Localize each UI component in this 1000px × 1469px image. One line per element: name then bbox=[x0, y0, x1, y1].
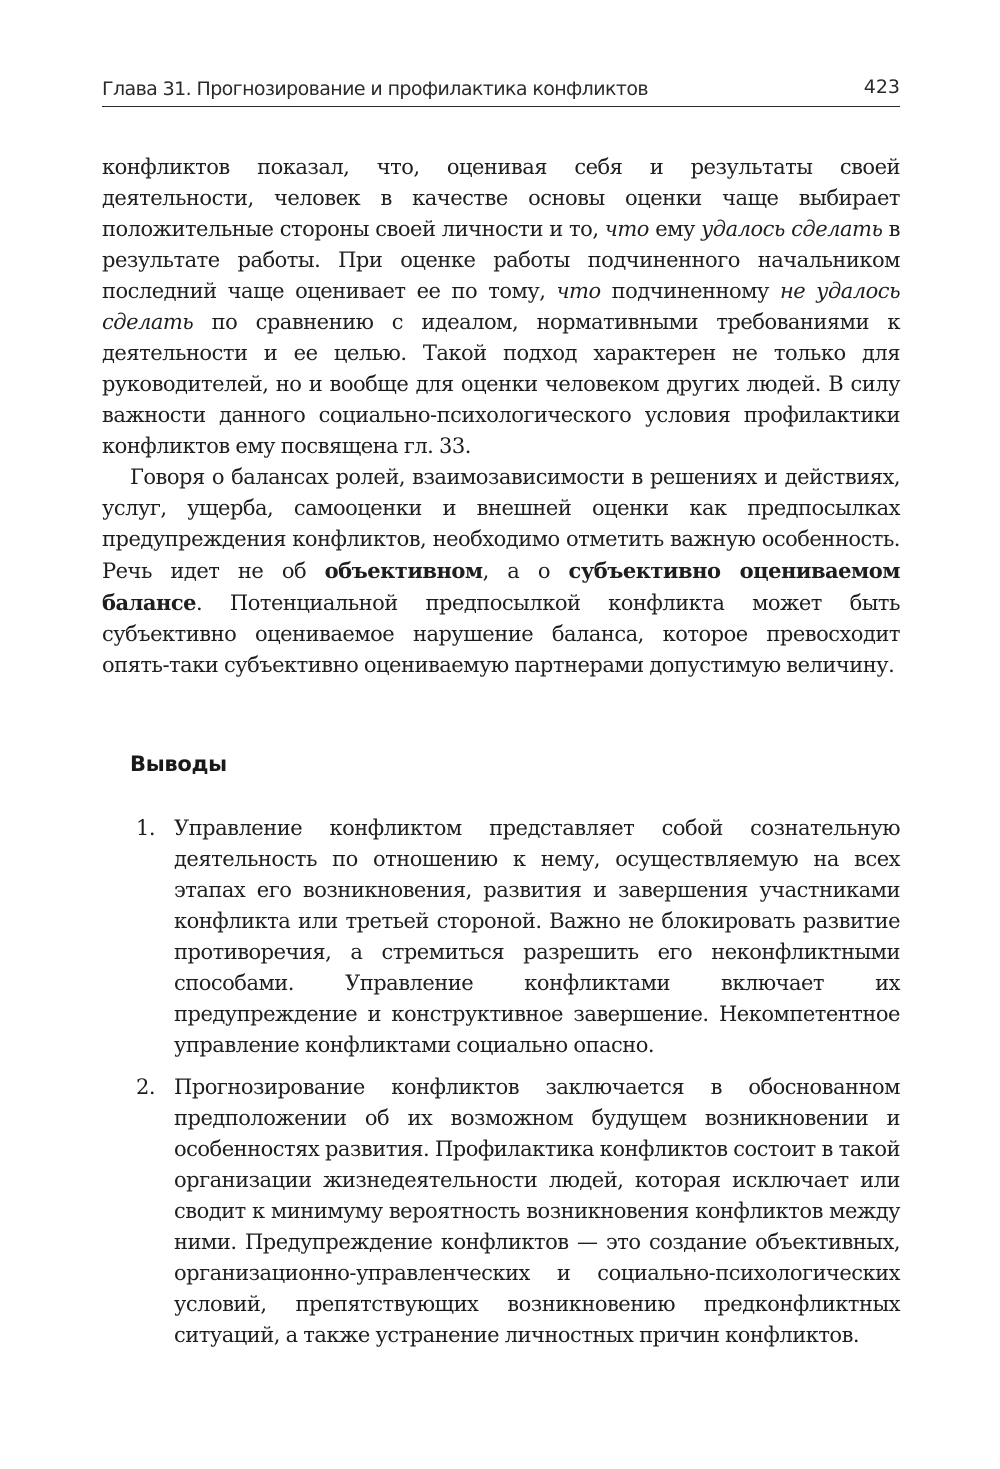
text-run: . Потенциальной предпосылкой конфликта может быть субъективно оцениваемое нарушение баланса, которое превосходит опять-таки субъективно оцениваемую партнерами допустимую величину. bbox=[102, 591, 900, 677]
text-run: по сравнению с идеалом, нормативными требованиями к деятельности и ее целью. Такой подход характерен не только для руководителей, но и вообще для оценки человеком других людей. В силу важности данного социально-психологического условия профилактики конфликтов ему посвящена гл. 33. bbox=[102, 310, 900, 458]
conclusions-list bbox=[102, 813, 900, 1362]
text-run: в результате работы. При оценке работы подчиненного начальником последний чаще оценивает ее по тому, bbox=[102, 217, 900, 303]
chapter-title: Глава 31. Прогнозирование и профилактика конфликтов bbox=[102, 78, 648, 100]
list-item-text: Управление конфликтом представляет собой сознательную деятельность по отношению к нему, осуществляемую на всех этапах его возникновения, развития и завершения участниками конфликта или третьей стороной. Важно не блокировать развитие противоречия, а стремиться разрешить его неконфликтными способами. Управление конфликтами включает их предупреждение и конструктивное завершение. Некомпетентное управление конфликтами социально опасно. bbox=[174, 816, 900, 1057]
paragraph-balance bbox=[102, 462, 900, 681]
text-run: , а о bbox=[482, 559, 569, 583]
italic-emphasis: удалось сделать bbox=[701, 217, 883, 241]
section-heading: Выводы bbox=[130, 752, 227, 776]
main-text bbox=[102, 152, 900, 681]
italic-emphasis: что bbox=[556, 279, 601, 303]
page-number: 423 bbox=[863, 76, 900, 98]
running-header bbox=[102, 76, 900, 107]
list-item bbox=[102, 1072, 900, 1351]
paragraph-continued bbox=[102, 152, 900, 462]
text-run: ему bbox=[648, 217, 702, 241]
list-item-text: Прогнозирование конфликтов заключается в обоснованном предположении об их возможном будущем возникновении и особенностях развития. Профилактика конфликтов состоит в такой организации жизнедеятельности людей, которая исключает или сводит к минимуму вероятность возникновения конфликтов между ними. Предупреждение конфликтов — это создание объективных, организационно-управленческих и социально-психологических условий, препятствующих возникновению предконфликтных ситуаций, а также устранение личностных причин конфликтов. bbox=[174, 1075, 900, 1347]
list-item-number: 1. bbox=[136, 816, 156, 840]
italic-emphasis: что bbox=[604, 217, 649, 241]
italic-emphasis: не удалось сделать bbox=[102, 279, 901, 334]
text-run: подчиненному bbox=[600, 279, 780, 303]
bold-emphasis: объективном bbox=[324, 558, 483, 583]
bold-emphasis: субъективно оцениваемом балансе bbox=[102, 558, 900, 615]
list-item-number: 2. bbox=[136, 1075, 156, 1099]
text-run: конфликтов показал, что, оценивая себя и результаты своей деятельности, человек в качестве основы оценки чаще выбирает положительные стороны своей личности и то, bbox=[102, 155, 900, 241]
list-item bbox=[102, 813, 900, 1061]
text-run: Говоря о балансах ролей, взаимозависимости в решениях и действиях, услуг, ущерба, самооценки и внешней оценки как предпосылках предупреждения конфликтов, необходимо отметить важную особенность. Речь идет не об bbox=[102, 465, 900, 583]
